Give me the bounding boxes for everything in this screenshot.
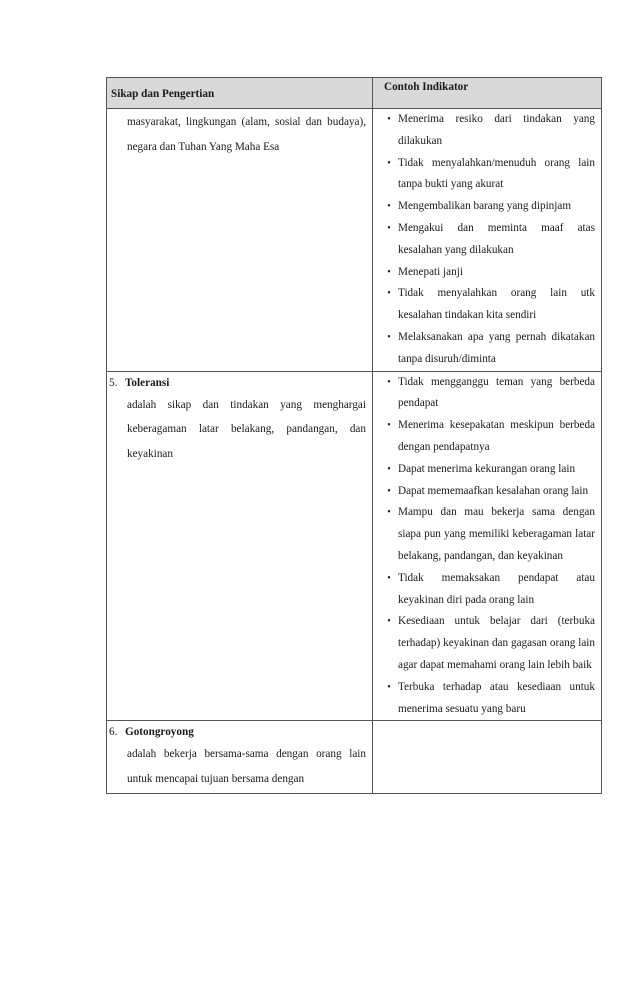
list-item: • Kesediaan untuk belajar dari (terbuka terhadap) keyakinan dan gagasan orang lain agar dapat memahami orang lain lebih baik: [385, 611, 595, 676]
list-item: • Tidak mengganggu teman yang berbeda pendapat: [385, 372, 595, 416]
attitude-name: Gotongroyong: [125, 726, 194, 739]
table-header-row: [107, 78, 602, 109]
attitude-indicator-table: [106, 77, 602, 794]
attitude-number: 6.: [109, 726, 118, 739]
attitude-number: 5.: [109, 376, 118, 389]
list-item: • Dapat menerima kekurangan orang lain: [385, 459, 595, 481]
attitude-heading: [107, 721, 372, 742]
definition-cell: [107, 721, 373, 794]
definition-text: adalah sikap dan tindakan yang menghargai keberagaman latar belakang, pandangan, dan keyakinan: [127, 398, 366, 460]
table-row: [107, 371, 602, 721]
list-item: • Terbuka terhadap atau kesediaan untuk menerima sesuatu yang baru: [385, 677, 595, 721]
list-item: • Mengakui dan meminta maaf atas kesalahan yang dilakukan: [385, 218, 595, 262]
list-item: • Dapat mememaafkan kesalahan orang lain: [385, 481, 595, 503]
list-item: • Tidak memaksakan pendapat atau keyakinan diri pada orang lain: [385, 568, 595, 612]
list-item: • Tidak menyalahkan/menuduh orang lain tanpa bukti yang akurat: [385, 153, 595, 197]
header-col2-label: Contoh Indikator: [384, 81, 469, 93]
indicators-cell-empty: [373, 721, 602, 794]
bullet-icon: •: [387, 507, 391, 519]
header-col1-label: Sikap dan Pengertian: [111, 88, 215, 100]
indicators-cell: [373, 109, 602, 372]
bullet-icon: •: [387, 420, 391, 432]
list-item: • Menepati janji: [385, 262, 595, 284]
definition-cell: [107, 109, 373, 372]
definition-text: masyarakat, lingkungan (alam, sosial dan budaya), negara dan Tuhan Yang Maha Esa: [127, 116, 366, 153]
header-example-indicators: [373, 78, 602, 109]
list-item: • Menerima kesepakatan meskipun berbeda dengan pendapatnya: [385, 415, 595, 459]
definition-text: adalah bekerja bersama-sama dengan orang lain untuk mencapai tujuan bersama dengan: [127, 748, 366, 785]
definition-cell: [107, 371, 373, 721]
list-item: • Melaksanakan apa yang pernah dikatakan tanpa disuruh/diminta: [385, 327, 595, 371]
indicators-cell: [373, 371, 602, 721]
bullet-icon: •: [387, 201, 391, 213]
bullet-icon: •: [387, 463, 391, 475]
attitude-name: Toleransi: [125, 376, 170, 389]
bullet-icon: •: [387, 266, 391, 278]
bullet-icon: •: [387, 331, 391, 343]
list-item: • Mengembalikan barang yang dipinjam: [385, 196, 595, 218]
bullet-icon: •: [387, 616, 391, 628]
list-item: • Tidak menyalahkan orang lain utk kesalahan tindakan kita sendiri: [385, 283, 595, 327]
bullet-icon: •: [387, 376, 391, 388]
table-row: [107, 109, 602, 372]
list-item: • Menerima resiko dari tindakan yang dilakukan: [385, 109, 595, 153]
bullet-icon: •: [387, 114, 391, 125]
indicator-list: [373, 109, 601, 371]
table-row: [107, 721, 602, 794]
indicator-list: [373, 372, 601, 721]
header-attitude-definition: [107, 78, 373, 109]
bullet-icon: •: [387, 485, 391, 497]
bullet-icon: •: [387, 681, 391, 693]
bullet-icon: •: [387, 157, 391, 169]
bullet-icon: •: [387, 572, 391, 584]
list-item: • Mampu dan mau bekerja sama dengan siapa pun yang memiliki keberagaman latar belakang, pandangan, dan keyakinan: [385, 502, 595, 567]
bullet-icon: •: [387, 222, 391, 234]
bullet-icon: •: [387, 288, 391, 300]
attitude-heading: [107, 372, 372, 393]
